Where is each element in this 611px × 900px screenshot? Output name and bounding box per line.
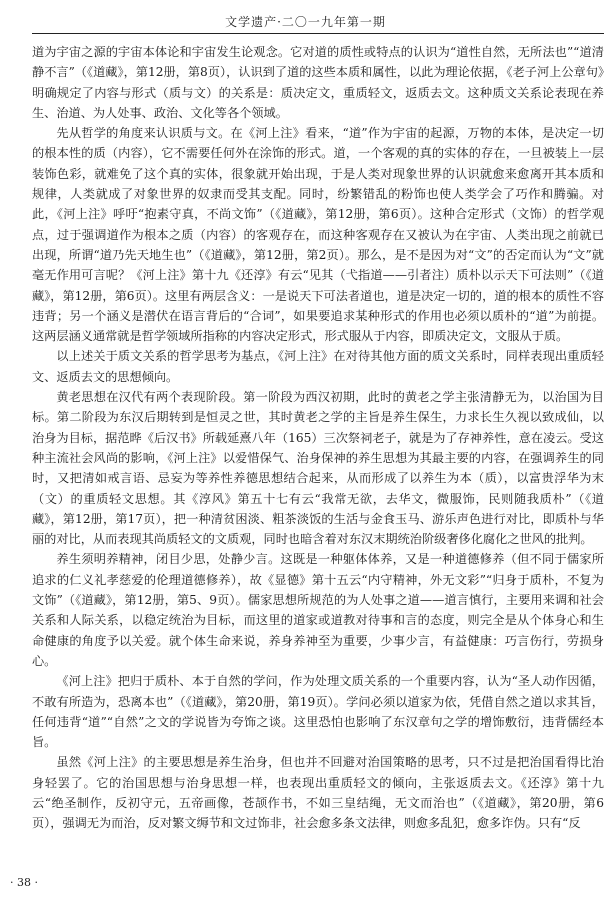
- paragraph: 以上述关于质文关系的哲学思考为基点，《河上注》在对待其他方面的质文关系时，同样表现出重质轻文、返质去文的思想倾向。: [32, 349, 604, 384]
- paragraph: 道为宇宙之源的宇宙本体论和宇宙发生论观念。它对道的质性或特点的认识为“道性自然，无所法也”“道清静不言”（《道藏》，第12册，第8页），认识到了道的这些本质和属性，以此为理论依据，《老子河上公章句》明确规定了内容与形式（质与文）的关系是：质决定文，重质轻文，返质去文。这种质文关系论表现在养生、治道、为人处事、政治、文化等各个领域。: [32, 45, 604, 120]
- page-number: · 38 ·: [10, 876, 38, 889]
- paragraph: 《河上注》把归于质朴、本于自然的学问，作为处理文质关系的一个重要内容，认为“圣人动作因循，不敢有所造为，恐离本也”（《道藏》，第20册，第19页）。学问必须以道家为依，凭借自然之道以求其旨，任何违背“道”“自然”之文的学说皆为夸饰之谈。这里恐怕也影响了东汉章句之学的增饰敷衍，违背儒经本旨。: [32, 674, 604, 750]
- running-header: 文学遗产·二〇一九年第一期: [225, 15, 386, 29]
- paragraph: 先从哲学的角度来认识质与文。在《河上注》看来，“道”作为宇宙的起源，万物的本体，是决定一切的根本性的质（内容），它不需要任何外在涂饰的形式。道，一个客观的真的实体的存在，一旦被装上一层装饰色彩，就难免了这个真的实体，很象就开始出现，于是人类对现象世界的认识就愈来愈离开其本质和规律，人类就成了对象世界的奴隶而受其支配。同时，纷繁错乱的粉饰也使人类学会了巧作和腾骗。对此，《河上注》呼吁“抱素守真，不尚文饰”（《道藏》，第12册，第6页）。这种合定形式（文饰）的哲学观点，过于强调道作为根本之质（内容）的客观存在，而这种客观存在又被认为在宇宙、人类出现之前就已出现，所谓“道乃先天地生也”（《道藏》，第12册，第2页）。那么，是不是因为对“文”的否定而认为“文”就毫无作用可言呢？《河上注》第十九《还淳》有云“见其（弋指道——引者注）质朴以示天下可法则”（《道藏》，第12册，第6页）。这里有两层含义：一是说天下可法者道也，道是决定一切的，道的根本的质性不容违背；另一个涵义是潜伏在语言背后的“合词”，如果要追求某种形式的作用也必须以质朴的“道”为前提。这两层涵义通常就是哲学领域所指称的内容决定形式，形式服从于内容，即质决定文，文服从于质。: [32, 126, 604, 344]
- paragraph: 黄老思想在汉代有两个表现阶段。第一阶段为西汉初期，此时的黄老之学主张清静无为，以治国为目标。第二阶段为东汉后期转到是恒灵之世，其时黄老之学的主旨是养生保生，力求长生久视以致成仙，以治身为目标，据范晔《后汉书》所载延熹八年（165）三次祭祠老子，就是为了存神养性，意在凌云。受这种主流社会风尚的影响，《河上注》以爱惜保气、治身保神的养生思想为其最主要的内容，在强调养生的同时，又把清如戒言语、忌妄为等养性养德思想结合起来，从而形成了以养生为本（质），以富贵浮华为末（文）的重质轻文思想。其《淳风》第五十七有云“我常无欲，去华文，微服饰，民则随我质朴”（《道藏》，第12册，第17页），把一种清贫困淡、粗茶淡饭的生活与金食玉马、游乐声色进行对比，即质朴与华丽的对比，从而表现其尚质轻文的文质观，同时也暗含着对东汉末期统治阶级奢侈化腐化之世风的批判。: [32, 390, 604, 547]
- paragraph: 虽然《河上注》的主要思想是养生治身，但也并不回避对治国策略的思考，只不过是把治国看得比治身轻罢了。它的治国思想与治身思想一样，也表现出重质轻文的倾向，主张返质去文。《还淳》第十九云“绝圣制作，反初守元，五帝画像，苍颉作书，不如三皇结绳，无文而治也”（《道藏》，第20册，第6页），强调无为而治，反对繁文缛节和文过饰非，社会愈多条文法律，则愈多乱犯，愈多诈伪。只有“反: [32, 755, 604, 831]
- header-rule: [32, 33, 604, 34]
- article-body: [32, 42, 604, 862]
- paragraph: 养生须明养精神，闭目少思，处静少言。这既是一种躯体体养，又是一种道德修养（但不同于儒家所追求的仁义礼孝慈爱的伦理道德修养），故《显德》第十五云“内守精神，外无文彩”“归身于质朴，不复为文饰”（《道藏》，第12册，第5、9页）。儒家思想所规范的为人处事之道——道言慎行，主要用来调和社会关系和人际关系，以稳定统治为目标，而这里的道家或道教对待事和言的态度，则完全是从个体身心和生命健康的角度予以关爱。就个体生命来说，养身养神至为重要，少事少言，有益健康：巧言伤行，劳损身心。: [32, 552, 604, 668]
